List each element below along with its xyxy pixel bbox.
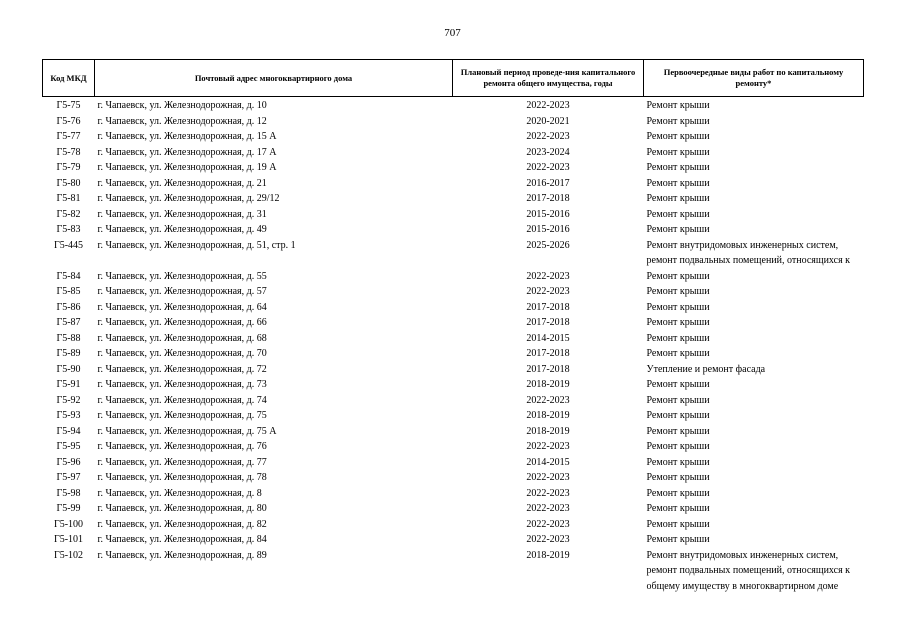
cell-address: г. Чапаевск, ул. Железнодорожная, д. 29/12 [97, 193, 280, 204]
cell-code: Г5-92 [56, 394, 81, 406]
table-row [43, 346, 864, 362]
cell-period: 2020-2021 [526, 115, 570, 127]
cell-period: 2022-2023 [526, 394, 570, 406]
table-row [43, 470, 864, 486]
table-row [43, 439, 864, 455]
cell-address: г. Чапаевск, ул. Железнодорожная, д. 70 [97, 348, 267, 359]
table-row [43, 486, 864, 502]
table-row [43, 393, 864, 409]
table-header-row [43, 60, 864, 97]
cell-works: Ремонт крыши [646, 317, 710, 328]
cell-works: Ремонт крыши [646, 503, 710, 514]
cell-address: г. Чапаевск, ул. Железнодорожная, д. 77 [97, 456, 267, 468]
cell-address: г. Чапаевск, ул. Железнодорожная, д. 78 [97, 472, 267, 483]
page-number: 707 [444, 27, 461, 39]
cell-code: Г5-89 [56, 348, 81, 359]
cell-code: Г5-98 [56, 487, 81, 499]
cell-address: г. Чапаевск, ул. Железнодорожная, д. 76 [97, 441, 267, 452]
table-row [43, 455, 864, 471]
cell-code: Г5-102 [53, 549, 84, 561]
table-row [43, 238, 864, 269]
cell-period: 2016-2017 [526, 177, 570, 189]
cell-period: 2025-2026 [526, 239, 570, 251]
capital-repair-table [42, 59, 864, 594]
cell-period: 2022-2023 [526, 270, 570, 282]
cell-address: г. Чапаевск, ул. Железнодорожная, д. 57 [97, 286, 267, 297]
table-row [43, 176, 864, 192]
cell-code: Г5-93 [56, 410, 81, 421]
cell-address: г. Чапаевск, ул. Железнодорожная, д. 74 [97, 394, 267, 406]
cell-period: 2015-2016 [526, 208, 570, 220]
table-row [43, 222, 864, 238]
cell-works: Ремонт крыши [646, 472, 710, 483]
cell-period: 2017-2018 [526, 317, 570, 328]
cell-code: Г5-76 [56, 115, 81, 127]
cell-code: Г5-78 [56, 146, 81, 158]
cell-code: Г5-84 [56, 270, 81, 282]
cell-code: Г5-83 [56, 224, 81, 235]
cell-works: Ремонт крыши [646, 410, 710, 421]
cell-works: Ремонт крыши [646, 301, 710, 313]
cell-works: Ремонт крыши [646, 193, 710, 204]
cell-code: Г5-95 [56, 441, 81, 452]
cell-works: Ремонт крыши [646, 146, 710, 158]
cell-works: Ремонт крыши [646, 487, 710, 499]
cell-code: Г5-75 [56, 100, 81, 111]
cell-code: Г5-94 [56, 425, 81, 437]
table-row [43, 300, 864, 316]
cell-period: 2018-2019 [526, 379, 570, 390]
cell-period: 2022-2023 [526, 487, 570, 499]
cell-period: 2022-2023 [526, 518, 570, 530]
cell-works: Ремонт крыши [646, 441, 710, 452]
cell-address: г. Чапаевск, ул. Железнодорожная, д. 12 [97, 115, 267, 127]
table-row [43, 284, 864, 300]
cell-works: Ремонт крыши [646, 425, 710, 437]
cell-code: Г5-88 [56, 332, 81, 344]
header-address: Почтовый адрес многоквартирного дома [95, 60, 453, 97]
table-row [43, 517, 864, 533]
cell-works: Ремонт крыши [646, 394, 710, 406]
cell-period: 2022-2023 [526, 162, 570, 173]
cell-period: 2017-2018 [526, 301, 570, 313]
cell-works: Ремонт крыши [646, 534, 710, 545]
table-row [43, 129, 864, 145]
table-row [43, 145, 864, 161]
cell-works: Ремонт крыши [646, 348, 710, 359]
cell-period: 2018-2019 [526, 425, 570, 437]
cell-works: Ремонт крыши [646, 224, 710, 235]
cell-period: 2022-2023 [526, 131, 570, 142]
cell-works: Ремонт крыши [646, 162, 710, 173]
table-row [43, 269, 864, 285]
cell-works: Ремонт крыши [646, 379, 710, 390]
cell-period: 2017-2018 [526, 193, 570, 204]
cell-works: Ремонт крыши [646, 332, 710, 344]
cell-works: Ремонт крыши [646, 518, 710, 530]
cell-period: 2018-2019 [526, 410, 570, 421]
cell-address: г. Чапаевск, ул. Железнодорожная, д. 64 [97, 301, 267, 313]
cell-address: г. Чапаевск, ул. Железнодорожная, д. 80 [97, 503, 267, 514]
cell-period: 2022-2023 [526, 534, 570, 545]
cell-code: Г5-96 [56, 456, 81, 468]
cell-code: Г5-90 [56, 363, 81, 375]
cell-code: Г5-97 [56, 472, 81, 483]
table-body [43, 97, 864, 595]
cell-period: 2023-2024 [526, 146, 570, 158]
cell-address: г. Чапаевск, ул. Железнодорожная, д. 8 [97, 487, 262, 499]
cell-works: Ремонт крыши [646, 286, 710, 297]
cell-works: Ремонт внутридомовых инженерных систем, ремонт подвальных помещений, относящихся к общему имуществу в многоквартирном доме [646, 549, 851, 592]
cell-works: Ремонт крыши [646, 115, 710, 127]
cell-code: Г5-91 [56, 379, 81, 390]
table-row [43, 548, 864, 595]
cell-code: Г5-81 [56, 193, 81, 204]
header-works: Первоочередные виды работ по капитальному ремонту* [644, 60, 864, 97]
cell-code: Г5-101 [53, 534, 84, 545]
table-row [43, 424, 864, 440]
table-row [43, 160, 864, 176]
cell-works: Ремонт внутридомовых инженерных систем, ремонт подвальных помещений, относящихся к [646, 239, 851, 266]
cell-code: Г5-86 [56, 301, 81, 313]
header-code: Код МКД [43, 60, 95, 97]
table-row [43, 191, 864, 207]
cell-address: г. Чапаевск, ул. Железнодорожная, д. 84 [97, 534, 267, 545]
cell-works: Утепление и ремонт фасада [646, 363, 766, 375]
cell-address: г. Чапаевск, ул. Железнодорожная, д. 82 [97, 518, 267, 530]
cell-address: г. Чапаевск, ул. Железнодорожная, д. 10 [97, 100, 267, 111]
cell-code: Г5-85 [56, 286, 81, 297]
cell-code: Г5-79 [56, 162, 81, 173]
cell-code: Г5-445 [53, 239, 84, 251]
cell-code: Г5-77 [56, 131, 81, 142]
cell-address: г. Чапаевск, ул. Железнодорожная, д. 21 [97, 177, 267, 189]
cell-address: г. Чапаевск, ул. Железнодорожная, д. 68 [97, 332, 267, 344]
cell-address: г. Чапаевск, ул. Железнодорожная, д. 73 [97, 379, 267, 390]
cell-period: 2014-2015 [526, 456, 570, 468]
cell-address: г. Чапаевск, ул. Железнодорожная, д. 19 А [97, 162, 277, 173]
table-row [43, 377, 864, 393]
cell-address: г. Чапаевск, ул. Железнодорожная, д. 66 [97, 317, 267, 328]
table-row [43, 97, 864, 114]
cell-address: г. Чапаевск, ул. Железнодорожная, д. 51, стр. 1 [97, 239, 296, 251]
cell-period: 2017-2018 [526, 363, 570, 375]
table-row [43, 331, 864, 347]
cell-works: Ремонт крыши [646, 456, 710, 468]
table-row [43, 362, 864, 378]
cell-period: 2022-2023 [526, 441, 570, 452]
table-row [43, 207, 864, 223]
cell-works: Ремонт крыши [646, 177, 710, 189]
cell-code: Г5-87 [56, 317, 81, 328]
cell-period: 2017-2018 [526, 348, 570, 359]
cell-period: 2014-2015 [526, 332, 570, 344]
cell-address: г. Чапаевск, ул. Железнодорожная, д. 31 [97, 208, 267, 220]
header-period: Плановый период проведе-ния капитального ремонта общего имущества, годы [453, 60, 644, 97]
table-row [43, 114, 864, 130]
cell-works: Ремонт крыши [646, 270, 710, 282]
cell-period: 2015-2016 [526, 224, 570, 235]
cell-code: Г5-80 [56, 177, 81, 189]
cell-period: 2022-2023 [526, 100, 570, 111]
table-row [43, 315, 864, 331]
cell-address: г. Чапаевск, ул. Железнодорожная, д. 75 А [97, 425, 277, 437]
cell-address: г. Чапаевск, ул. Железнодорожная, д. 75 [97, 410, 267, 421]
cell-address: г. Чапаевск, ул. Железнодорожная, д. 49 [97, 224, 267, 235]
cell-address: г. Чапаевск, ул. Железнодорожная, д. 15 А [97, 131, 277, 142]
cell-code: Г5-99 [56, 503, 81, 514]
cell-period: 2022-2023 [526, 503, 570, 514]
table-row [43, 408, 864, 424]
cell-works: Ремонт крыши [646, 131, 710, 142]
cell-code: Г5-100 [53, 518, 84, 530]
cell-code: Г5-82 [56, 208, 81, 220]
cell-works: Ремонт крыши [646, 100, 710, 111]
table-row [43, 501, 864, 517]
cell-works: Ремонт крыши [646, 208, 710, 220]
cell-period: 2022-2023 [526, 286, 570, 297]
cell-address: г. Чапаевск, ул. Железнодорожная, д. 72 [97, 363, 267, 375]
cell-period: 2018-2019 [526, 549, 570, 561]
cell-address: г. Чапаевск, ул. Железнодорожная, д. 89 [97, 549, 267, 561]
cell-address: г. Чапаевск, ул. Железнодорожная, д. 17 А [97, 146, 277, 158]
cell-period: 2022-2023 [526, 472, 570, 483]
table-row [43, 532, 864, 548]
cell-address: г. Чапаевск, ул. Железнодорожная, д. 55 [97, 270, 267, 282]
